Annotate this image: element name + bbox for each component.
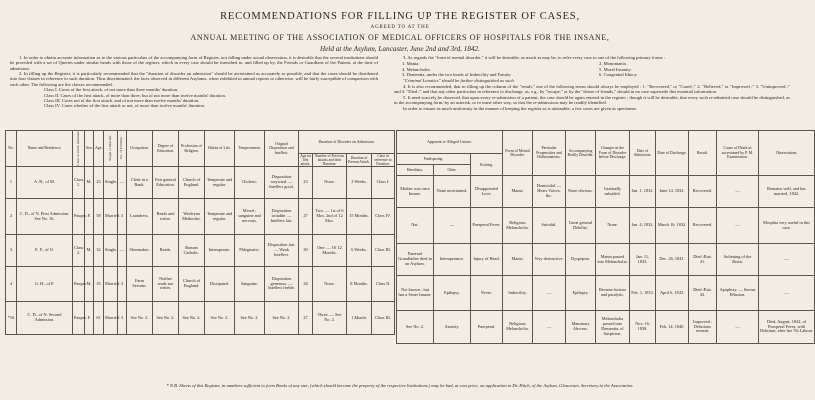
column-header: Observations. — [759, 131, 815, 176]
table-cell: 27 — [299, 302, 313, 335]
table-cell: Epilepsy. — [566, 276, 596, 311]
table-cell: 15 Months. — [347, 199, 372, 235]
table-row — [6, 167, 395, 199]
table-cell: Softening of the Brain. — [717, 244, 759, 276]
table-cell: — — [717, 311, 759, 344]
paragraph-2: 2. In filling up the Register, it is particularly recommended that the "duration of disorder on admission" should be ascertained as accurately as possible, and that the cases should be distributed into four classes in reference to such duration. Thus discriminated, the facts observed in different Asylums, when exhibited in annual reports or otherwise, will be fairly susceptible of comparison with each other. The following are the classes recommended. — [10, 71, 378, 87]
column-header: Date of Admission. — [630, 131, 656, 176]
paragraph-5: 5. It need scarcely be observed, that upon every re-admission of a patient, the case should be again entered in the register ; though it will be desirable, that every such re-admitted case should be distinguished, as in the accompanying form, by an asterisk, or in some other way, so that the re-admissions may be readily identified. — [394, 94, 790, 105]
table-row — [397, 276, 815, 311]
table-cell: Three. — See No. 2. — [313, 302, 347, 335]
column-header: Changes in the Form of Disorder before Discharge. — [596, 131, 630, 176]
table-cell: Died Ætat. 41. — [689, 244, 717, 276]
table-cell: — — [533, 311, 566, 344]
table-cell: C. D., of N. Second Admission. — [17, 302, 73, 335]
column-header: Degree of Education. — [153, 131, 179, 167]
right-instructions — [394, 55, 790, 111]
table-cell: Church of England. — [179, 267, 205, 302]
table-cell: Dec. 26, 1841. — [656, 244, 689, 276]
column-header: Name and Residence. — [17, 131, 73, 167]
table-cell: Very destructive. — [533, 244, 566, 276]
table-cell: Pauper. — [73, 199, 85, 235]
table-cell: 58 — [94, 199, 104, 235]
table-cell: Mother was once Insane. — [397, 176, 434, 208]
table-cell: See No. 2. — [397, 311, 434, 344]
table-cell: Suicidal. — [533, 208, 566, 244]
table-cell: E. F., of O. — [17, 235, 73, 267]
table-cell: Class III. — [372, 235, 395, 267]
column-header: Accompanying Bodily Disorder. — [566, 131, 596, 176]
column-header: No. — [6, 131, 17, 167]
table-cell: March 16, 1832. — [656, 208, 689, 244]
table-row — [6, 199, 395, 235]
column-header: Single or Married. — [104, 131, 118, 167]
table-cell: Single. — [104, 167, 118, 199]
table-cell: Mosphia very useful in this case. — [759, 208, 815, 244]
table-cell: Nat. — [397, 208, 434, 244]
class-definition: Class I. Cases of the first attack, of not more than three months' duration. — [44, 87, 179, 93]
table-cell: None. — [596, 208, 630, 244]
table-cell: Nov. 16, 1838. — [630, 311, 656, 344]
table-row — [397, 244, 815, 276]
table-cell: 3 — [6, 235, 17, 267]
document-title: RECOMMENDATIONS FOR FILLING UP THE REGISTER OF CASES, — [220, 11, 580, 22]
table-cell: Jan. 4, 1832. — [630, 208, 656, 244]
table-cell: Church of England. — [179, 167, 205, 199]
table-cell: Died, August, 1842, of Puerperal Fever, with Delirium, after her 7th Labour. — [759, 311, 815, 344]
column-header: Class in which admitted. — [73, 131, 85, 167]
table-cell: Epilepsy. — [434, 276, 471, 311]
table-cell: Melancholia passed into Dementia, of Suspicion. — [596, 311, 630, 344]
table-cell: 2 Weeks. — [347, 167, 372, 199]
table-cell: None ascertained. — [434, 176, 471, 208]
meeting-line: ANNUAL MEETING OF THE ASSOCIATION OF MEDICAL OFFICERS OF HOSPITALS FOR THE INSANE, — [190, 33, 610, 42]
criminal-lunatics-note: "Criminal Lunatics" should be further distinguished as such. — [403, 78, 515, 84]
column-header: Particular Propensities and Hallucinations. — [533, 131, 566, 176]
paragraph-4: 4. It is also recommended, that in filling up the column of the "result," one of the following terms should always be employed : 1. "Recovered," or "Cured ;" 2. "Relieved," or "Improved ;" 3. "Unimproved ;" and 4. "Died ;" and that any other particulars in reference to discharge, as, e.g., by "escape," or by the "desire of friends," should in no case supersede this essential information. — [394, 83, 790, 95]
table-cell: Dyspepsia. — [566, 244, 596, 276]
table-cell: Recovered. — [689, 208, 717, 244]
table-cell: Laundress. — [127, 199, 153, 235]
class-definition: Class III. Cases not of the first attack, and of not more than twelve months' duration. — [44, 97, 200, 103]
table-cell: Puerperal. — [471, 311, 503, 344]
table-cell: Wesleyan Methodist. — [179, 199, 205, 235]
table-cell: 34 — [299, 267, 313, 302]
column-header: Temperament. — [235, 131, 265, 167]
table-cell: M. — [85, 235, 94, 267]
table-row — [6, 267, 395, 302]
table-cell: 3 — [118, 302, 127, 335]
table-cell: 32 — [94, 235, 104, 267]
table-cell: Married. — [104, 302, 118, 335]
table-cell: Mania passed into Melancholia. — [596, 244, 630, 276]
form-item: 1. Mania. — [402, 61, 420, 67]
form-item: 4. Melancholia. — [402, 66, 431, 72]
footnote: * N.B. Sheets of this Register, in numbers sufficient to form Books of any size, (which should become the property of the respective Institutions,) may be had, at cost price, on application to Dr. Hitch, of the Asylum, Gloucester, Secretary to the Association. — [166, 383, 634, 388]
column-header: No. of Children. — [118, 131, 127, 167]
table-cell: Injury of Head. — [471, 244, 503, 276]
table-cell: Disposition generous. — Intellect feeble. — [265, 267, 299, 302]
table-cell: Clerk in a Bank. — [127, 167, 153, 199]
table-cell: Married. — [104, 267, 118, 302]
table-cell: Mixed ; sanguine and nervous. — [235, 199, 265, 235]
table-cell: Choleric. — [235, 167, 265, 199]
table-cell: F. — [85, 302, 94, 335]
table-cell: None. — [313, 267, 347, 302]
table-cell: Single. — [104, 235, 118, 267]
table-cell: Puerperal Fever. — [471, 208, 503, 244]
column-header: Sex. — [85, 131, 94, 167]
column-header: Form of Mental Disorder. — [503, 131, 533, 176]
table-cell: Two. — 1st of 6 Mos. 2nd of 12 Mos. — [313, 199, 347, 235]
table-cell: See No. 2. — [127, 302, 153, 335]
table-cell: April 6, 1843. — [656, 276, 689, 311]
table-cell: — — [759, 276, 815, 311]
table-cell: 8 Months. — [347, 267, 372, 302]
table-cell: Remains well, and has married. 1842. — [759, 176, 815, 208]
table-cell: See No. 2. — [179, 302, 205, 335]
column-subheader: Exciting. — [471, 154, 503, 176]
right-table-body — [397, 176, 815, 344]
form-item: 3. Dementia, under the two heads of Imbecility and Fatuity. — [402, 71, 512, 77]
table-cell: Phlegmatic. — [235, 235, 265, 267]
table-cell: Died Ætat. 43. — [689, 276, 717, 311]
table-cell: Paternal Grandfather died in an Asylum. — [397, 244, 434, 276]
table-cell: Jan. 1, 1832. — [630, 176, 656, 208]
table-cell: Pauper. — [73, 302, 85, 335]
table-cell: Great general Debility. — [566, 208, 596, 244]
table-row — [397, 311, 815, 344]
table-cell: Homicidal. — Hears Voices, &c. — [533, 176, 566, 208]
table-cell: Mania. — [503, 176, 533, 208]
column-header: Result. — [689, 131, 717, 176]
table-row — [397, 176, 815, 208]
table-cell: Married. — [104, 199, 118, 235]
table-cell: — — [434, 208, 471, 244]
table-cell: Religious Melancholia. — [503, 311, 533, 344]
table-cell: Jan. 11, 1833. — [630, 244, 656, 276]
table-cell: Dissipated. — [205, 267, 235, 302]
table-cell: Class I. — [372, 167, 395, 199]
class-definition: Class IV. Cases whether of the first attack or not, of more than twelve months' duration. — [44, 103, 205, 109]
table-cell: Fair general Education. — [153, 167, 179, 199]
table-row — [397, 208, 815, 244]
table-cell: Apoplexy. — Serous Effusion. — [717, 276, 759, 311]
column-header: Occupation. — [127, 131, 153, 167]
table-cell: Imbecility. — [503, 276, 533, 311]
class-definition: Class II. Cases of the first attack, of more than three, but of not more than twelve months' duration. — [44, 92, 226, 98]
table-cell: See No. 2. — [153, 302, 179, 335]
form-item: 2. Monomania. — [599, 61, 627, 67]
register-table-right — [396, 130, 815, 344]
table-cell: Religious Melancholia. — [503, 208, 533, 244]
table-cell: A. B., of M. — [17, 167, 73, 199]
table-cell: June 14, 1832. — [656, 176, 689, 208]
column-header: Profession of Religion. — [179, 131, 205, 167]
table-cell: 23 — [299, 167, 313, 199]
table-cell: Farm Servant. — [127, 267, 153, 302]
table-cell: 4 — [6, 267, 17, 302]
column-subheader: Age on first attack. — [300, 154, 311, 166]
table-cell: Sanguine. — [235, 267, 265, 302]
table-cell: Temperate and regular. — [205, 167, 235, 199]
table-cell: See No. 2. — [235, 302, 265, 335]
causes-group-header: Apparent or Alleged Causes. — [397, 131, 503, 154]
column-subheader: Hereditary. — [397, 165, 434, 176]
column-subheader: Other. — [434, 165, 471, 176]
table-cell: 3 — [118, 267, 127, 302]
column-header: Age. — [94, 131, 104, 167]
table-cell: 61 — [94, 302, 104, 335]
table-cell: None. — [313, 167, 347, 199]
paragraph-6: In order to ensure as much uniformity in the manner of keeping the register as is attainable, a few cases are given as specimens. — [403, 105, 638, 111]
table-cell: Roman Catholic. — [179, 235, 205, 267]
table-cell: Mammary Abscess. — [566, 311, 596, 344]
column-subheader: Number of Previous attacks and their Duration. — [313, 154, 347, 167]
table-cell: — — [759, 244, 815, 276]
place-date-line: Held at the Asylum, Lancaster, June 2nd and 3rd, 1842. — [320, 45, 480, 53]
table-cell: M. — [85, 167, 94, 199]
table-cell: Disposition irritable. — Intellect fair. — [265, 199, 299, 235]
column-header: Habits of Life. — [205, 131, 235, 167]
table-cell: Class 1. — [73, 167, 85, 199]
table-cell: Shoemaker. — [127, 235, 153, 267]
table-cell: One. — Of 12 Months. — [313, 235, 347, 267]
column-subheader: Class in reference to Duration. — [372, 154, 395, 167]
table-cell: *16 — [6, 302, 17, 335]
table-cell: Class IV. — [372, 199, 395, 235]
column-header: Original Disposition and Intellect. — [265, 131, 299, 167]
table-cell: Temperate and regular. — [205, 199, 235, 235]
left-table-body — [6, 167, 395, 335]
table-cell: None obvious. — [566, 176, 596, 208]
table-cell: Intemperance. — [434, 244, 471, 276]
table-cell: See No. 2. — [205, 302, 235, 335]
table-cell: Disposition wayward. — Intellect good. — [265, 167, 299, 199]
paragraph-1: 1. In order to obtain accurate information as to the various particulars of the accompanying form of Register, not falling under actual observation, it is desirable that the several institutions should be provided with a set of Queries under similar heads with those of the register, which in every case should be furnished to, and filled up by, the Friends or Guardians of the Patient, at the time of admission. — [10, 55, 378, 71]
table-cell: Fever. — [471, 276, 503, 311]
table-cell: Not known ; but has a Sister Insane. — [397, 276, 434, 311]
table-cell: Feb. 1, 1833. — [630, 276, 656, 311]
table-cell: G. H., of P. — [17, 267, 73, 302]
table-cell: Improved : Delusions remain. — [689, 311, 717, 344]
table-cell: 2 — [6, 199, 17, 235]
table-cell: Class III. — [372, 302, 395, 335]
table-cell: Anxiety. — [434, 311, 471, 344]
column-header: Date of Discharge. — [656, 131, 689, 176]
table-cell: 6 Weeks. — [347, 235, 372, 267]
table-cell: — — [533, 276, 566, 311]
table-cell: Class II. — [372, 267, 395, 302]
register-table-left — [5, 130, 395, 335]
table-cell: Mania. — [503, 244, 533, 276]
table-row — [6, 302, 395, 335]
table-cell: Intemperate. — [205, 235, 235, 267]
table-cell: — — [717, 208, 759, 244]
table-cell: 1 — [6, 167, 17, 199]
column-header: Cause of Death as ascertained by P. M. Examination. — [717, 131, 759, 176]
table-cell: M. — [85, 267, 94, 302]
table-cell: 1 Month. — [347, 302, 372, 335]
table-cell: 35 — [94, 267, 104, 302]
table-cell: Reads. — [153, 235, 179, 267]
form-item: 5. Moral Insanity. — [599, 66, 632, 72]
table-row — [6, 235, 395, 267]
table-cell: Feb. 14, 1840. — [656, 311, 689, 344]
paragraph-3: 3. As regards the "form of mental disorder," it will be desirable, as much as may be, to refer every case to one of the following primary forms : — [403, 55, 666, 60]
table-cell: 3 — [118, 199, 127, 235]
table-cell: Disappointed Love. — [471, 176, 503, 208]
mental-disorder-forms — [394, 61, 790, 77]
table-cell: Reads and writes. — [153, 199, 179, 235]
table-cell: Neither reads nor writes. — [153, 267, 179, 302]
table-cell: — — [118, 235, 127, 267]
table-cell: Pauper. — [73, 267, 85, 302]
table-cell: F. — [85, 199, 94, 235]
table-cell: 30 — [299, 235, 313, 267]
column-subheader: Duration of Present Attack. — [347, 154, 372, 167]
column-subheader: Predisposing. — [397, 154, 471, 165]
table-cell: Disposition fair. — Weak Intellect. — [265, 235, 299, 267]
table-cell: Class 2. — [73, 235, 85, 267]
table-cell: — — [717, 176, 759, 208]
table-cell: 27 — [299, 199, 313, 235]
duration-group-header: Duration of Disorder on Admission. — [299, 131, 395, 154]
table-cell: Gradually subsided. — [596, 176, 630, 208]
table-cell: C. D., of N. First Admission. See No. 16. — [17, 199, 73, 235]
table-cell: Became furious and paralytic. — [596, 276, 630, 311]
table-cell: 23 — [94, 167, 104, 199]
table-cell: Recovered. — [689, 176, 717, 208]
table-cell: See No. 2. — [265, 302, 299, 335]
table-cell: — — [118, 167, 127, 199]
agreed-line: AGREED TO AT THE — [370, 25, 430, 30]
left-instructions — [10, 55, 378, 109]
form-item: 6. Congenital Idiocy. — [599, 71, 638, 77]
